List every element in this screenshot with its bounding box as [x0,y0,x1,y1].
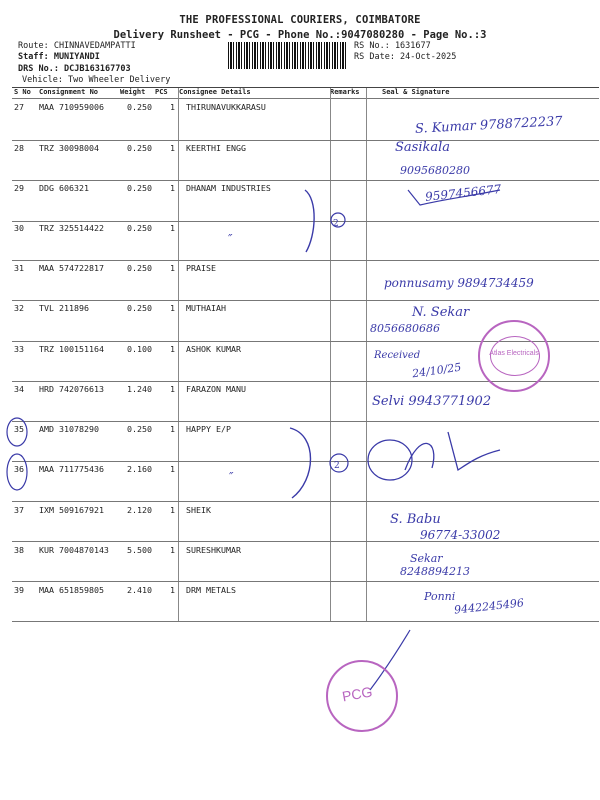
ditto-mark-row36: ″ [229,470,234,484]
row-sno: 38 [14,545,24,555]
phone-row37: 96774-33002 [420,528,501,542]
row-sno: 32 [14,303,24,313]
row-sno: 30 [14,223,24,233]
row-pcs: 1 [170,585,175,595]
row-consignee: FARAZON MANU [186,384,246,394]
row-consignment: TRZ 325514422 [39,223,104,233]
row-weight: 0.250 [127,102,152,112]
row-consignment: HRD 742076613 [39,384,104,394]
row-consignment: MAA 574722817 [39,263,104,273]
row-pcs: 1 [170,143,175,153]
row-sno: 34 [14,384,24,394]
row-sno: 33 [14,344,24,354]
row-sno: 35 [14,424,24,434]
signature-stroke-row29 [408,190,500,205]
row-weight: 1.240 [127,384,152,394]
rs-number: RS No.: 1631677 [354,41,431,51]
row-consignment: TRZ 30098004 [39,143,99,153]
signature-stroke-row35 [405,432,500,470]
row-weight: 0.250 [127,143,152,153]
row-sno: 36 [14,464,24,474]
row-consignment: IXM 509167921 [39,505,104,515]
vehicle-label: Vehicle: Two Wheeler Delivery [22,75,171,85]
circle-mark-sno36 [7,454,27,490]
row-consignee: SURESHKUMAR [186,545,241,555]
signature-row37: S. Babu [390,512,441,527]
row-consignee: THIRUNAVUKKARASU [186,102,266,112]
col-weight: Weight [120,88,146,96]
col-remarks: Remarks [330,88,360,96]
row-sno: 27 [14,102,24,112]
phone-row39: 9442245496 [453,596,525,617]
row-consignment: MAA 710959006 [39,102,104,112]
row-pcs: 1 [170,545,175,555]
row-consignment: KUR 7004870143 [39,545,109,555]
row-consignment: MAA 711775436 [39,464,104,474]
row-pcs: 1 [170,303,175,313]
row-weight: 2.160 [127,464,152,474]
row-consignee: HAPPY E/P [186,424,231,434]
row-pcs: 1 [170,263,175,273]
runsheet-subtitle: Delivery Runsheet - PCG - Phone No.:9047080280 - Page No.:3 [113,29,487,41]
signature-row28: Sasikala [395,140,451,155]
row-consignment: TVL 211896 [39,303,89,313]
row-weight: 0.250 [127,183,152,193]
signature-row39: Ponni [424,590,456,603]
row-weight: 2.120 [127,505,152,515]
signature-row27: S. Kumar 9788722237 [414,114,563,137]
row-sno: 39 [14,585,24,595]
row-consignee: SHEIK [186,505,211,515]
row-weight: 0.250 [127,303,152,313]
rs-date: RS Date: 24-Oct-2025 [354,52,457,62]
row-consignee: MUTHAIAH [186,303,226,313]
bracket-mark [305,190,314,252]
row-pcs: 1 [170,102,175,112]
date-row33: 24/10/25 [411,360,463,381]
row-pcs: 1 [170,384,175,394]
stamp-text: PCG [340,683,374,705]
row-pcs: 1 [170,183,175,193]
received-row33: Received [374,350,421,361]
route-label: Route: CHINNAVEDAMPATTI [18,41,136,51]
col-sno: S No [14,88,31,96]
col-consignment: Consignment No [39,88,99,96]
company-round-stamp [478,320,550,392]
row-weight: 0.100 [127,344,152,354]
signature-row32: N. Sekar [412,305,470,320]
row-sno: 29 [14,183,24,193]
company-title: THE PROFESSIONAL COURIERS, COIMBATORE [179,14,421,26]
signature-row31: ponnusamy 9894734459 [384,276,534,290]
row-consignment: DDG 606321 [39,183,89,193]
row-pcs: 1 [170,344,175,354]
row-consignment: AMD 31078290 [39,424,99,434]
row-weight: 0.250 [127,223,152,233]
row-weight: 5.500 [127,545,152,555]
mark-digit: 2 [333,219,339,229]
row-sno: 28 [14,143,24,153]
row-pcs: 1 [170,505,175,515]
row-consignment: MAA 651859805 [39,585,104,595]
signature-loop-row35 [368,440,412,480]
row-consignee: KEERTHI ENGG [186,143,246,153]
row-consignment: TRZ 100151164 [39,344,104,354]
ditto-mark-row30: ″ [228,232,233,246]
mark-digit: 2 [334,461,340,471]
row-consignee: ASHOK KUMAR [186,344,241,354]
row-weight: 0.250 [127,263,152,273]
signature-row34: Selvi 9943771902 [372,394,492,409]
phone-row32: 8056680686 [370,322,440,335]
row-pcs: 1 [170,223,175,233]
bracket-mark [290,428,311,498]
signature-row38: Sekar [410,552,443,565]
stamp-text: Atlas Electricals [489,350,539,357]
row-consignee: DRM METALS [186,585,236,595]
row-pcs: 1 [170,424,175,434]
circle-mark-sno35 [7,418,27,446]
row-sno: 31 [14,263,24,273]
row-pcs: 1 [170,464,175,474]
staff-label: Staff: MUNIYANDI [18,52,100,62]
col-seal: Seal & Signature [382,88,450,96]
phone-row38: 8248894213 [400,565,470,578]
row-weight: 0.250 [127,424,152,434]
row-sno: 37 [14,505,24,515]
row-consignee: PRAISE [186,263,216,273]
col-consignee: Consignee Details [179,88,251,96]
row-weight: 2.410 [127,585,152,595]
row-consignee: DHANAM INDUSTRIES [186,183,271,193]
phone-row28: 9095680280 [400,164,470,177]
drs-number: DRS No.: DCJB163167703 [18,64,131,74]
phone-row29: 9597456677 [424,182,502,204]
pcg-round-stamp [326,660,398,732]
col-pcs: PCS [155,88,168,96]
